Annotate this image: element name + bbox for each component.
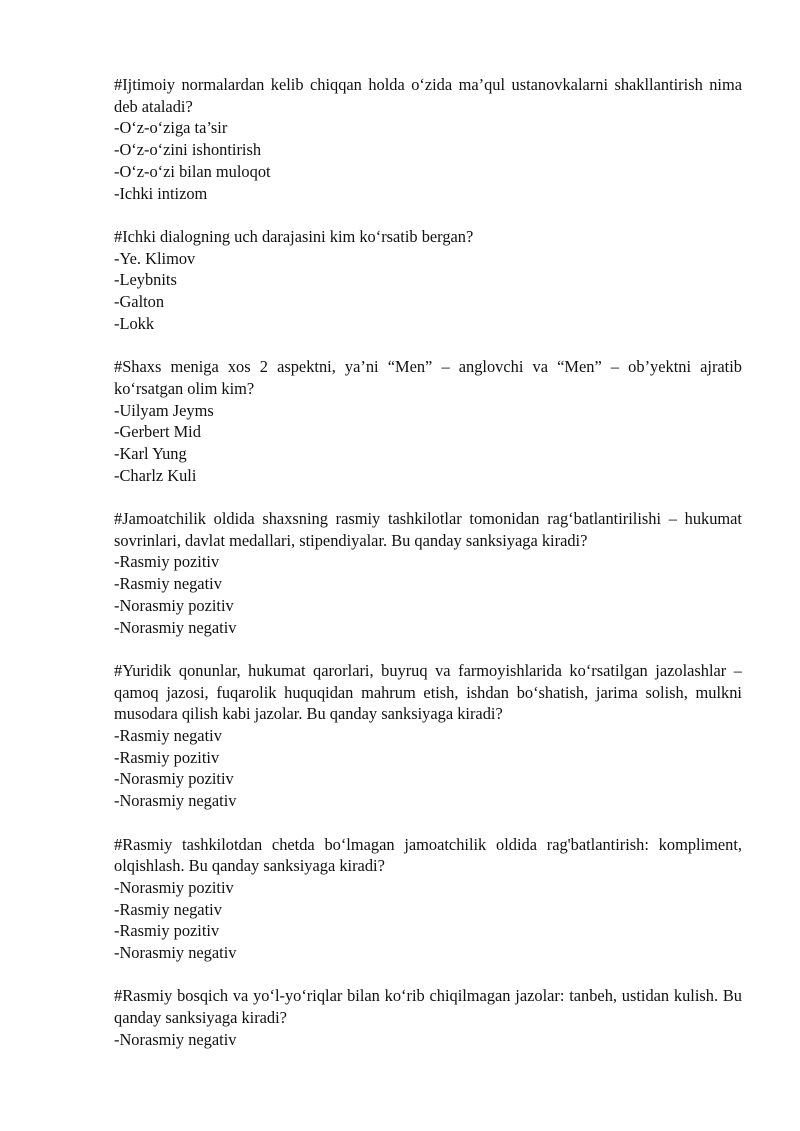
question-text: #Ijtimoiy normalardan kelib chiqqan holda o‘zida ma’qul ustanovkalarni shakllantirish nima deb ataladi? [114, 75, 742, 116]
answer-option: -Charlz Kuli [114, 465, 197, 485]
question-text: #Jamoatchilik oldida shaxsning rasmiy tashkilotlar tomonidan rag‘batlantirilishi – hukumat sovrinlari, davlat medallari, stipendiyalar. Bu qanday sanksiyaga kiradi? [114, 509, 742, 550]
answer-option: -Rasmiy negativ [114, 726, 222, 746]
answer-option: -Norasmiy pozitiv [114, 769, 234, 789]
question-text: #Rasmiy bosqich va yo‘l-yo‘riqlar bilan ko‘rib chiqilmagan jazolar: tanbeh, ustidan kulish. Bu qanday sanksiyaga kiradi? [114, 986, 742, 1028]
document-page [114, 74, 742, 1072]
question-block [114, 356, 742, 486]
answer-option: -Ye. Klimov [114, 248, 196, 268]
answer-option: -Norasmiy pozitiv [114, 595, 234, 615]
question-text: #Yuridik qonunlar, hukumat qarorlari, buyruq va farmoyishlarida ko‘rsatilgan jazolashlar – qamoq jazosi, fuqarolik huquqidan mahrum etish, ishdan bo‘shatish, jarima solish, mulkni musodara qilish kabi jazolar. Bu qanday sanksiyaga kiradi? [114, 660, 742, 724]
answer-option: -Norasmiy pozitiv [114, 877, 234, 897]
answer-option: -Rasmiy pozitiv [114, 921, 220, 941]
answer-option: -Norasmiy negativ [114, 791, 237, 811]
question-block [114, 985, 742, 1050]
answer-option: -Karl Yung [114, 443, 187, 463]
answer-option: -Ichki intizom [114, 183, 208, 203]
answer-option: -Leybnits [114, 270, 177, 290]
answer-option: -Gerbert Mid [114, 422, 201, 442]
answer-option: -Rasmiy pozitiv [114, 552, 220, 572]
question-block [114, 508, 742, 638]
answer-option: -Norasmiy negativ [114, 617, 237, 637]
answer-option: -Norasmiy negativ [114, 1029, 237, 1049]
question-text: #Rasmiy tashkilotdan chetda bo‘lmagan jamoatchilik oldida rag'batlantirish: kompliment, olqishlash. Bu qanday sanksiyaga kiradi? [114, 834, 742, 876]
question-text: #Ichki dialogning uch darajasini kim ko‘rsatib bergan? [114, 226, 474, 246]
answer-option: -O‘z-o‘ziga ta’sir [114, 118, 228, 138]
answer-option: -Rasmiy negativ [114, 899, 222, 919]
answer-option: -Norasmiy negativ [114, 943, 237, 963]
answer-option: -Rasmiy negativ [114, 574, 222, 594]
question-block [114, 226, 742, 335]
answer-option: -O‘z-o‘zi bilan muloqot [114, 161, 271, 181]
question-block [114, 660, 742, 812]
answer-option: -Rasmiy pozitiv [114, 747, 220, 767]
answer-option: -O‘z-o‘zini ishontirish [114, 140, 262, 160]
answer-option: -Galton [114, 292, 165, 312]
question-block [114, 74, 742, 204]
question-block [114, 834, 742, 964]
question-text: #Shaxs meniga xos 2 aspektni, ya’ni “Men” – anglovchi va “Men” – ob’yektni ajratib ko‘rsatgan olim kim? [114, 357, 742, 398]
answer-option: -Lokk [114, 313, 155, 333]
answer-option: -Uilyam Jeyms [114, 400, 214, 420]
